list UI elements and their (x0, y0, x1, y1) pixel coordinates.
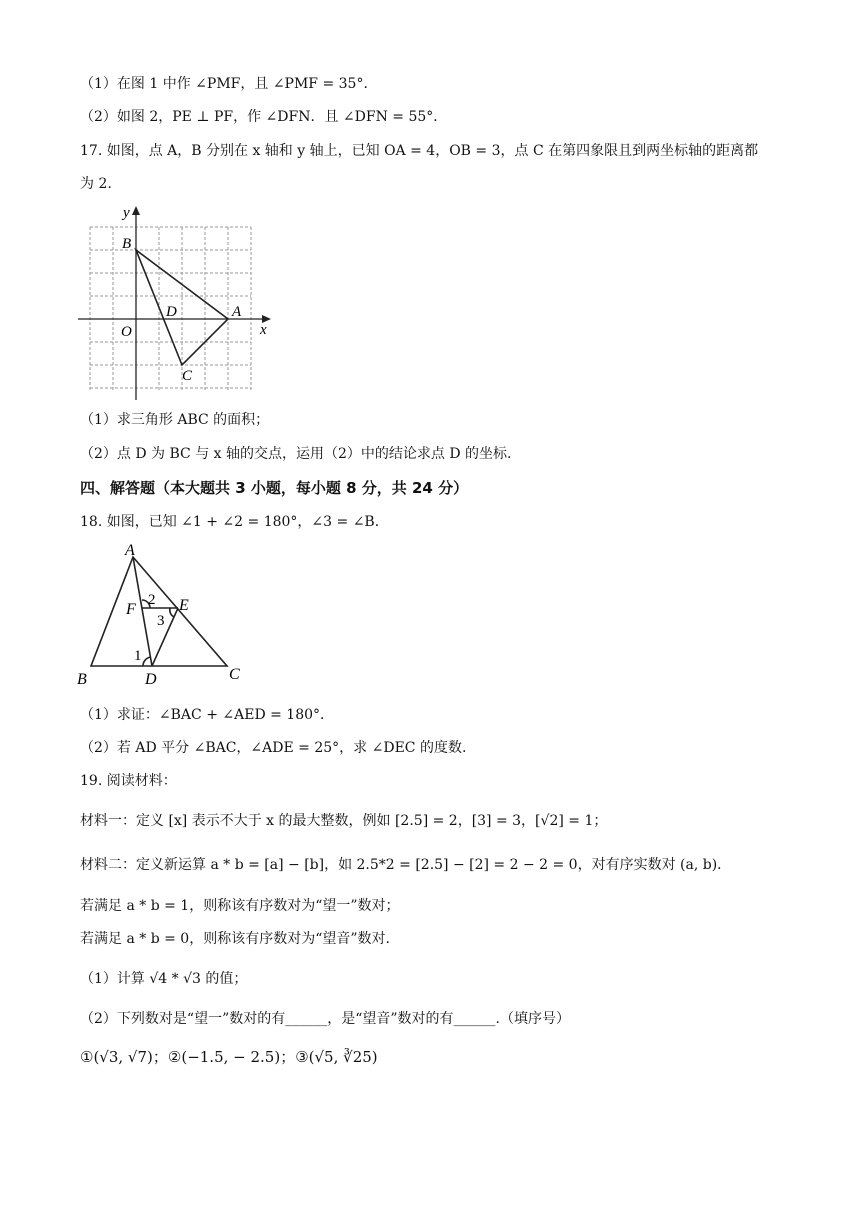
label-x: x (260, 322, 267, 338)
label-b: B (77, 671, 87, 688)
y-axis-arrow (132, 206, 140, 215)
q19-condition1: 若满足 a * b = 1，则称该有序数对为“望一”数对； (80, 898, 400, 914)
q19-stem: 19. 阅读材料： (80, 773, 177, 789)
label-f: F (126, 601, 136, 618)
label-d: D (166, 304, 177, 320)
q17-stem-line2: 为 2. (80, 176, 112, 192)
q19-part2: （2）下列数对是“望一”数对的有______，是“望音”数对的有______.（填序号） (80, 1011, 570, 1027)
label-b: B (122, 236, 132, 252)
q19-material1: 材料一：定义 [x] 表示不大于 x 的最大整数，例如 [2.5] = 2，[3] = 3，[√2] = 1； (80, 813, 608, 829)
angle-arc-3 (170, 608, 174, 617)
label-c: C (229, 666, 240, 683)
label-d: D (145, 671, 157, 688)
label-a: A (232, 304, 242, 320)
angle-arc-1 (143, 657, 151, 666)
label-angle-3: 3 (157, 613, 165, 629)
q18-stem: 18. 如图，已知 ∠1 + ∠2 = 180°，∠3 = ∠B． (80, 514, 389, 530)
label-angle-1: 1 (134, 648, 142, 664)
q18-part1: （1）求证：∠BAC + ∠AED = 180°． (80, 707, 335, 723)
label-c: C (182, 368, 193, 384)
label-o: O (121, 324, 132, 340)
label-y: y (123, 205, 130, 221)
q16-part1: （1）在图 1 中作 ∠PMF，且 ∠PMF = 35°． (80, 76, 378, 92)
label-a: A (125, 542, 135, 559)
q17-coordinate-figure (72, 200, 282, 405)
q17-part2: （2）点 D 为 BC 与 x 轴的交点，运用（2）中的结论求点 D 的坐标. (80, 446, 512, 462)
q16-part2: （2）如图 2，PE ⊥ PF，作 ∠DFN．且 ∠DFN = 55°． (80, 109, 448, 125)
q18-triangle-figure (72, 542, 252, 690)
q19-part1: （1）计算 √4 * √3 的值； (80, 971, 248, 987)
q19-material2: 材料二：定义新运算 a * b = [a] − [b]，如 2.5*2 = [2.5] − [2] = 2 − 2 = 0，对有序实数对 (a, b)． (80, 857, 732, 873)
q17-stem-line1: 17. 如图，点 A，B 分别在 x 轴和 y 轴上，已知 OA = 4，OB = 3，点 C 在第四象限且到两坐标轴的距离都 (80, 143, 759, 159)
q18-part2: （2）若 AD 平分 ∠BAC，∠ADE = 25°，求 ∠DEC 的度数. (80, 740, 467, 756)
q19-options: ①(√3, √7)；②(−1.5, − 2.5)；③(√5, ∛25) (80, 1048, 378, 1066)
label-e: E (179, 597, 189, 614)
section-four-heading: 四、解答题（本大题共 3 小题，每小题 8 分，共 24 分） (80, 479, 469, 497)
q19-condition2: 若满足 a * b = 0，则称该有序数对为“望音”数对. (80, 931, 390, 947)
label-angle-2: 2 (148, 592, 156, 608)
q17-part1: （1）求三角形 ABC 的面积； (80, 412, 270, 428)
